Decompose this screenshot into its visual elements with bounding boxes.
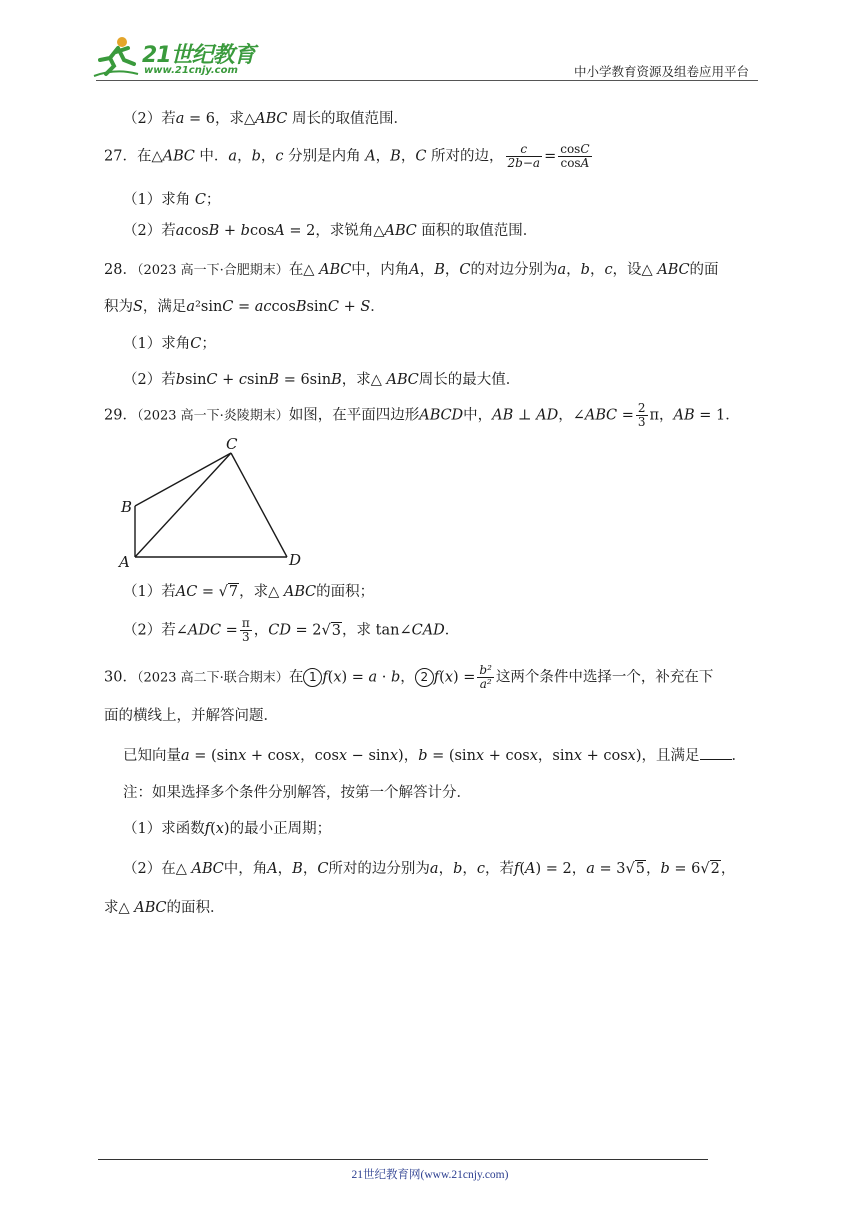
q27-part2: （2）若𝑎cos𝐵 + 𝑏cos𝐴 = 2，求锐角△𝐴𝐵𝐶 面积的取值范围． [123,223,538,239]
q28-stem-line2: 积为𝑆，满足𝑎²sin𝐶 = 𝑎𝑐cos𝐵sin𝐶 + 𝑆． [104,299,385,315]
fig-label-c: C [226,435,238,453]
q30-part2: （2）在△ 𝐴𝐵𝐶中，角𝐴，𝐵，𝐶所对的边分别为𝑎，𝑏，𝑐，若𝑓(𝐴) = 2，𝑎 = 3√5，𝑏 = 6√2， [123,861,736,877]
logo [92,34,257,78]
q30-source: （2023 高二下·联合期末） [136,670,289,686]
logo-main-text: 21世纪教育 [142,43,255,68]
circled-two-icon: 2 [415,668,434,687]
q28-part2: （2）若𝑏sin𝐶 + 𝑐sin𝐵 = 6sin𝐵，求△ 𝐴𝐵𝐶周长的最大值． [123,372,521,388]
q27-part1: （1）求角 𝐶； [123,192,221,208]
q27-fraction-right: $\frac{\text{cos𝐶}}{\text{cos𝐴}}$ [560,142,590,170]
fig-label-d: D [289,551,302,569]
fig-label-b: B [121,498,133,516]
header-rule [96,80,758,81]
q27-stem: 27．在△𝐴𝐵𝐶 中．𝑎，𝑏，𝑐 分别是内角 𝐴，𝐵，𝐶 所对的边， $\frac{\text{𝑐}}{\text{2𝑏−𝑎}}$ = $\frac{\text{cos𝐶}}{\text{cos𝐴}}$ [104,142,590,170]
q30-given: 已知向量𝑎 = (sin𝑥 + cos𝑥，cos𝑥 − sin𝑥)，𝑏 = (sin𝑥 + cos𝑥，sin𝑥 + cos𝑥)，且满足 ． [123,748,747,764]
q29-stem: 29．（2023 高一下·炎陵期末）如图，在平面四边形𝐴𝐵𝐶𝐷中，𝐴𝐵 ⊥ 𝐴𝐷，∠𝐴𝐵𝐶 = $\frac{2}{3}$ π，𝐴𝐵 = 1． [104,401,740,429]
q30-condition-fraction: $\frac{\text{𝑏²}}{\text{𝑎²}}$ [479,663,492,691]
q30-stem-line1: 30．（2023 高二下·联合期末）在 1 𝑓(𝑥) = 𝑎 · 𝑏， 2 𝑓(𝑥) = $\frac{\text{𝑏²}}{\text{𝑎²}}$ 这两个条件中选择一个，补充在下 [104,663,714,691]
header-right-text: 中小学教育资源及组卷应用平台 [574,64,750,79]
q27-fraction-left: $\frac{\text{𝑐}}{\text{2𝑏−𝑎}}$ [507,142,541,170]
q30-part1: （1）求函数𝑓(𝑥)的最小正周期； [123,821,332,837]
q29-source: （2023 高一下·炎陵期末） [136,408,289,424]
footer-rule [98,1159,708,1160]
q28-source: （2023 高一下·合肥期末） [136,263,289,278]
q29-part2-fraction: $\frac{\pi}{3}$ [241,616,250,644]
q30-part2-line2: 求△ 𝐴𝐵𝐶的面积． [104,900,225,916]
answer-blank[interactable] [700,747,732,760]
footer-text: 21世纪教育网(www.21cnjy.com) [351,1169,509,1181]
q26-part2: （2）若𝑎 = 6，求△𝐴𝐵𝐶 周长的取值范围． [123,111,408,127]
q28-part1: （1）求角𝐶； [123,336,216,352]
logo-url-text: www.21cnjy.com [144,65,238,76]
q29-angle-fraction: $\frac{2}{3}$ [637,401,646,429]
q29-part2: （2）若∠𝐴𝐷𝐶 = $\frac{\pi}{3}$ ，𝐶𝐷 = 2√3，求 tan∠𝐶𝐴𝐷． [123,616,460,644]
runner-logo-icon [92,34,140,78]
q29-part1: （1）若𝐴𝐶 = √7，求△ 𝐴𝐵𝐶的面积； [123,584,375,600]
q29-figure [110,432,310,572]
circled-one-icon: 1 [303,668,322,687]
q30-stem-line2: 面的横线上，并解答问题． [104,708,278,724]
q28-stem-line1: 28．（2023 高一下·合肥期末）在△ 𝐴𝐵𝐶中，内角𝐴，𝐵，𝐶的对边分别为𝑎，𝑏，𝑐，设△ 𝐴𝐵𝐶的面 [104,262,719,278]
fig-label-a: A [119,553,130,571]
q30-note: 注：如果选择多个条件分别解答，按第一个解答计分． [123,785,471,801]
